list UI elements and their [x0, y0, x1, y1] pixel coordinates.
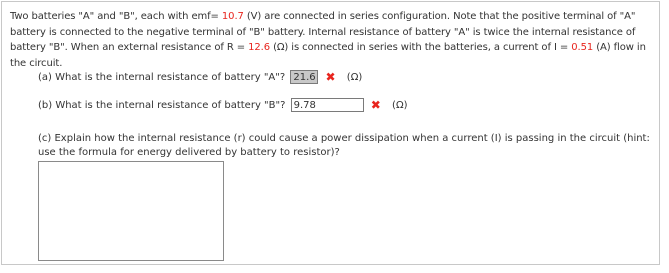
- part-a-answer-field[interactable]: 21.6: [290, 70, 318, 84]
- resistance-value: 12.6: [248, 42, 270, 53]
- incorrect-x-icon: ✖: [325, 70, 336, 84]
- problem-text-2: (V) are connected in series configuration. Note that the positive terminal of "A" battery is connected to the negative terminal of "B" battery. Internal resistance of battery "A" is twice the internal resistance of battery "B". When an external resistance of R =: [10, 11, 636, 53]
- part-a-question: (a) What is the internal resistance of battery "A"?: [38, 72, 286, 83]
- problem-text-3: (Ω) is connected in series with the batteries, a current of I =: [270, 42, 572, 53]
- part-b: [38, 98, 408, 113]
- problem-statement: [10, 9, 658, 71]
- part-a-unit: (Ω): [346, 72, 363, 83]
- part-b-question: (b) What is the internal resistance of battery "B"?: [38, 100, 286, 111]
- part-a: [38, 70, 362, 85]
- part-b-unit: (Ω): [392, 100, 408, 111]
- incorrect-x-icon: ✖: [370, 98, 381, 112]
- part-b-answer-field[interactable]: 9.78: [291, 98, 364, 112]
- part-c-question: (c) Explain how the internal resistance (r) could cause a power dissipation when a current (I) is passing in the circuit (hint: use the formula for energy delivered by battery to resistor)?: [38, 133, 650, 158]
- part-c-answer-textarea[interactable]: [38, 161, 224, 261]
- problem-text-4: (A) flow in the circuit.: [10, 42, 646, 69]
- emf-value: 10.7: [221, 11, 244, 22]
- problem-text-1: Two batteries "A" and "B", each with emf=: [10, 11, 222, 22]
- current-value: 0.51: [571, 42, 594, 53]
